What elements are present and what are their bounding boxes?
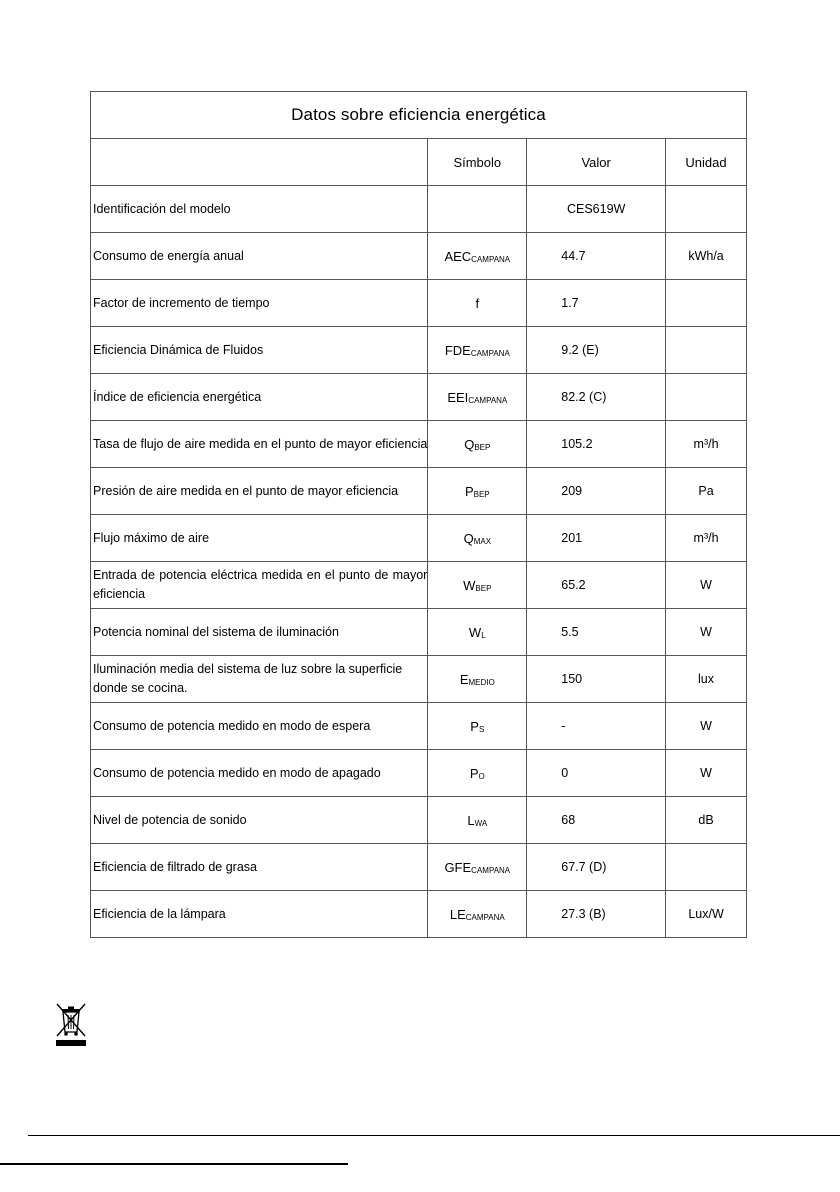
- symbol-cell: [428, 327, 527, 374]
- symbol-cell: [428, 468, 527, 515]
- symbol-subscript: CAMPANA: [465, 912, 505, 922]
- table-row: [91, 374, 747, 421]
- symbol-main: W: [468, 624, 482, 640]
- crossed-out-wheeled-bin-icon: [54, 1002, 88, 1048]
- symbol-cell: [428, 515, 527, 562]
- value-text: 67.7 (D): [561, 860, 607, 874]
- parameter-cell: Identificación del modelo: [91, 186, 428, 233]
- symbol-subscript: BEP: [474, 442, 491, 452]
- symbol-subscript: CAMPANA: [470, 348, 510, 358]
- unit-cell: [666, 186, 747, 233]
- parameter-cell: Presión de aire medida en el punto de mayor eficiencia: [91, 468, 428, 515]
- table-row: [91, 468, 747, 515]
- symbol-cell: [428, 609, 527, 656]
- table-row: [91, 891, 747, 938]
- value-text: -: [561, 719, 566, 733]
- footer-divider: [28, 1135, 840, 1136]
- parameter-cell: Consumo de potencia medido en modo de espera: [91, 703, 428, 750]
- unit-cell: m³/h: [666, 421, 747, 468]
- symbol-cell: [428, 233, 527, 280]
- header-parameter: [91, 139, 428, 186]
- unit-cell: W: [666, 562, 747, 609]
- value-cell: [527, 656, 666, 703]
- table-row: [91, 280, 747, 327]
- unit-cell: W: [666, 750, 747, 797]
- symbol-main: AEC: [444, 248, 472, 264]
- value-cell: [527, 703, 666, 750]
- value-cell: [527, 750, 666, 797]
- symbol-main: P: [470, 718, 479, 734]
- parameter-cell: Consumo de energía anual: [91, 233, 428, 280]
- table-row: [91, 750, 747, 797]
- symbol-cell: [428, 891, 527, 938]
- parameter-cell: Tasa de flujo de aire medida en el punto de mayor eficiencia: [91, 421, 428, 468]
- table-row: [91, 421, 747, 468]
- value-cell: [527, 562, 666, 609]
- parameter-cell: Eficiencia Dinámica de Fluidos: [91, 327, 428, 374]
- parameter-cell: Potencia nominal del sistema de iluminación: [91, 609, 428, 656]
- energy-efficiency-table: [90, 91, 747, 938]
- value-cell: [527, 844, 666, 891]
- symbol-cell: [428, 750, 527, 797]
- unit-cell: W: [666, 703, 747, 750]
- symbol-main: LE: [449, 906, 466, 922]
- parameter-cell: Eficiencia de la lámpara: [91, 891, 428, 938]
- header-symbol: Símbolo: [428, 139, 527, 186]
- unit-cell: lux: [666, 656, 747, 703]
- symbol-main: Q: [464, 436, 475, 452]
- table-row: [91, 233, 747, 280]
- value-cell: [527, 374, 666, 421]
- symbol-main: FDE: [444, 342, 471, 358]
- symbol-cell: [428, 703, 527, 750]
- bottom-rule: [0, 1163, 348, 1165]
- header-unit: Unidad: [666, 139, 747, 186]
- symbol-subscript: MAX: [473, 536, 492, 546]
- symbol-subscript: BEP: [473, 489, 490, 499]
- table-row: [91, 656, 747, 703]
- symbol-main: f: [475, 295, 480, 311]
- parameter-cell: Nivel de potencia de sonido: [91, 797, 428, 844]
- symbol-main: E: [459, 671, 469, 687]
- symbol-subscript: MEDIO: [468, 677, 495, 687]
- unit-cell: Pa: [666, 468, 747, 515]
- symbol-subscript: CAMPANA: [468, 395, 508, 405]
- parameter-cell: Índice de eficiencia energética: [91, 374, 428, 421]
- value-text: 9.2 (E): [561, 343, 599, 357]
- unit-cell: [666, 280, 747, 327]
- header-row: [91, 139, 747, 186]
- table-row: [91, 562, 747, 609]
- symbol-cell: [428, 844, 527, 891]
- symbol-cell: [428, 186, 527, 233]
- value-text: 209: [561, 484, 583, 498]
- value-text: 105.2: [561, 437, 593, 451]
- value-text: 150: [561, 672, 583, 686]
- value-cell: [527, 797, 666, 844]
- unit-cell: dB: [666, 797, 747, 844]
- symbol-subscript: S: [478, 724, 485, 734]
- table-row: [91, 703, 747, 750]
- value-text: 5.5: [561, 625, 579, 639]
- value-text: 1.7: [561, 296, 579, 310]
- parameter-cell: Consumo de potencia medido en modo de apagado: [91, 750, 428, 797]
- value-cell: [527, 233, 666, 280]
- parameter-cell: Iluminación media del sistema de luz sobre la superficie donde se cocina.: [91, 656, 428, 703]
- symbol-cell: [428, 656, 527, 703]
- symbol-main: L: [467, 812, 475, 828]
- value-text: 27.3 (B): [561, 907, 606, 921]
- parameter-cell: Entrada de potencia eléctrica medida en el punto de mayor eficiencia: [91, 562, 428, 609]
- value-cell: [527, 421, 666, 468]
- value-text: 0: [561, 766, 569, 780]
- unit-cell: Lux/W: [666, 891, 747, 938]
- symbol-cell: [428, 374, 527, 421]
- value-cell: [527, 891, 666, 938]
- symbol-subscript: CAMPANA: [471, 254, 511, 264]
- symbol-main: P: [464, 483, 474, 499]
- value-text: 201: [561, 531, 583, 545]
- table-row: [91, 515, 747, 562]
- parameter-cell: Eficiencia de filtrado de grasa: [91, 844, 428, 891]
- symbol-cell: [428, 797, 527, 844]
- parameter-cell: Factor de incremento de tiempo: [91, 280, 428, 327]
- symbol-cell: [428, 280, 527, 327]
- table-row: [91, 609, 747, 656]
- unit-cell: kWh/a: [666, 233, 747, 280]
- unit-cell: W: [666, 609, 747, 656]
- value-text: 82.2 (C): [561, 390, 607, 404]
- symbol-main: Q: [463, 530, 474, 546]
- value-cell: [527, 515, 666, 562]
- symbol-main: W: [463, 577, 476, 593]
- value-text: CES619W: [566, 202, 626, 216]
- symbol-subscript: O: [478, 771, 485, 781]
- value-text: 44.7: [561, 249, 586, 263]
- value-cell: [527, 327, 666, 374]
- table-row: [91, 797, 747, 844]
- symbol-main: EEI: [447, 389, 469, 405]
- symbol-subscript: L: [481, 630, 486, 640]
- symbol-subscript: CAMPANA: [471, 865, 511, 875]
- parameter-cell: Flujo máximo de aire: [91, 515, 428, 562]
- symbol-main: P: [469, 765, 479, 781]
- symbol-cell: [428, 421, 527, 468]
- unit-cell: [666, 374, 747, 421]
- value-text: 65.2: [561, 578, 586, 592]
- table-row: [91, 186, 747, 233]
- unit-cell: m³/h: [666, 515, 747, 562]
- value-cell: [527, 280, 666, 327]
- symbol-cell: [428, 562, 527, 609]
- value-text: 68: [561, 813, 576, 827]
- symbol-subscript: BEP: [475, 583, 492, 593]
- value-cell: [527, 609, 666, 656]
- table-row: [91, 844, 747, 891]
- symbol-main: GFE: [444, 859, 472, 875]
- unit-cell: [666, 844, 747, 891]
- table-row: [91, 327, 747, 374]
- header-value: Valor: [527, 139, 666, 186]
- value-cell: [527, 186, 666, 233]
- unit-cell: [666, 327, 747, 374]
- symbol-subscript: WA: [474, 818, 488, 828]
- table-title: Datos sobre eficiencia energética: [91, 92, 747, 139]
- value-cell: [527, 468, 666, 515]
